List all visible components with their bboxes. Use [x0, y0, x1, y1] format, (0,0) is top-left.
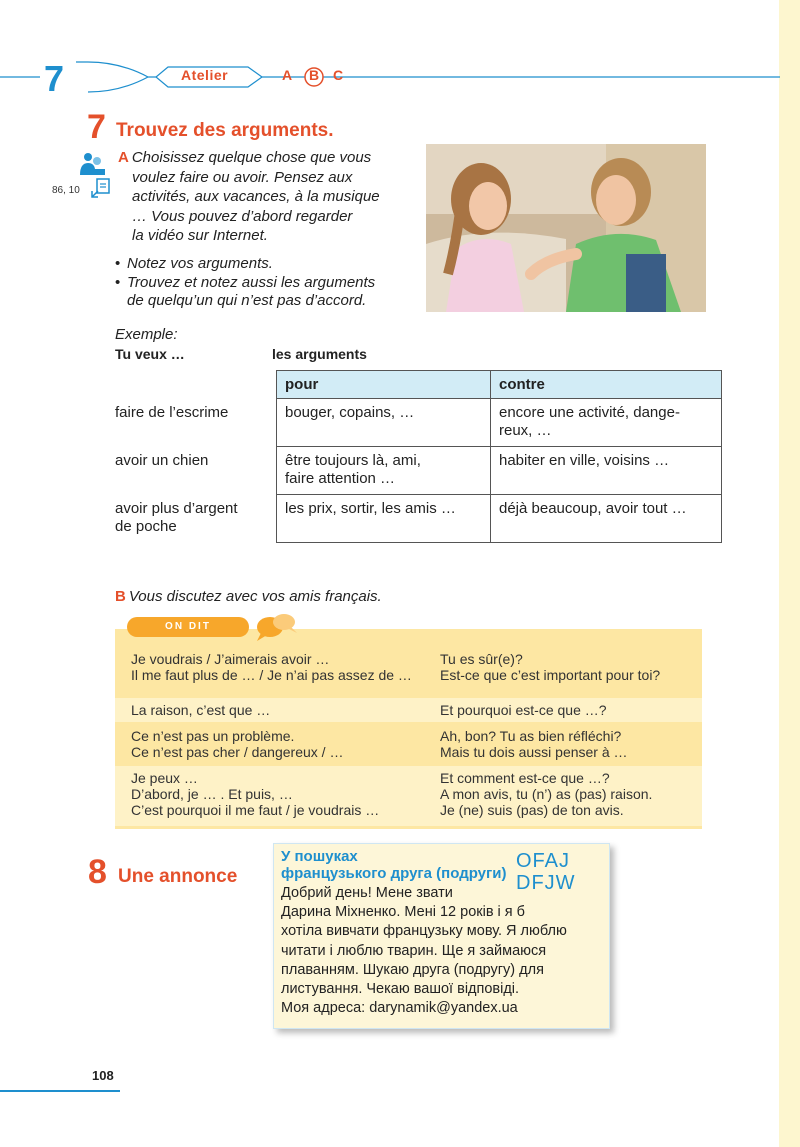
unit-header [0, 50, 780, 110]
photo-mother-daughter [426, 144, 706, 312]
advertisement-card [273, 843, 610, 1029]
bullet-item: • Notez vos arguments. [115, 255, 415, 274]
ofaj-logo [516, 850, 576, 894]
ad-body: Добрий день! Мене звати Дарина Міхненко. Мені 12 років і я б хотіла вивчати французьку мову. Я люблю читати і люблю тварин. Ще я займаюся плаванням. Шукаю друга (подругу) для листування. Чекаю вашої відповіді. Моя адреса: darynamik@yandex.ua [281, 885, 567, 1017]
page-number: 108 [92, 1068, 114, 1083]
phrase-right: Et comment est-ce que …? A mon avis, tu (n’) as (pas) raison. Je (ne) suis (pas) de ton avis. [440, 770, 653, 818]
bullet-item: • Trouvez et notez aussi les arguments [115, 274, 415, 293]
part-a-letter: A [118, 149, 129, 166]
on-dit-row [115, 647, 702, 691]
exercise-8-number: 8 [88, 853, 107, 891]
header-lines [0, 50, 780, 110]
instruction-line: Choisissez quelque chose que vous [131, 149, 372, 166]
part-b-text: Vous discutez avec vos amis français. [128, 588, 382, 605]
pour-cell: bouger, copains, … [277, 399, 491, 447]
table-row [115, 447, 722, 495]
contre-header: contre [491, 371, 722, 399]
arguments-label: les arguments [272, 346, 367, 362]
phrase-left: Je peux … D’abord, je … . Et puis, … C’est pourquoi il me faut / je voudrais … [131, 770, 380, 818]
exercise-7-title: Trouvez des arguments. [116, 120, 334, 141]
phrase-right: Tu es sûr(e)? Est-ce que c’est important pour toi? [440, 651, 661, 683]
on-dit-label: ON DIT [127, 617, 249, 637]
phrase-right: Et pourquoi est-ce que …? [440, 702, 607, 718]
phrase-left: La raison, c’est que … [131, 702, 271, 718]
on-dit-row [115, 698, 702, 722]
table-row [115, 399, 722, 447]
contre-cell: encore une activité, dange- reux, … [491, 399, 722, 447]
instruction-line: activités, aux vacances, à la musique [132, 188, 380, 205]
ad-title: У пошуках французького друга (подруги) [281, 848, 507, 882]
on-dit-row [115, 766, 702, 826]
part-b-instruction [115, 588, 382, 605]
phrase-left: Ce n’est pas un problème. Ce n’est pas cher / dangereux / … [131, 728, 344, 760]
instruction-line: la vidéo sur Internet. [132, 227, 268, 244]
table-cell-empty [115, 371, 277, 399]
part-b-letter: B [115, 588, 126, 605]
logo-line-2: DFJW [516, 872, 576, 894]
step-a: A [282, 67, 293, 83]
pour-cell: être toujours là, ami, faire attention … [277, 447, 491, 495]
page-line [0, 1090, 120, 1092]
phrase-right: Ah, bon? Tu as bien réfléchi? Mais tu dois aussi penser à … [440, 728, 628, 760]
step-b-active: B [309, 67, 320, 83]
table-row [115, 495, 722, 543]
pour-header: pour [277, 371, 491, 399]
want-cell: avoir un chien [115, 451, 209, 469]
exercise-7-number: 7 [87, 108, 106, 146]
phrase-left: Je voudrais / J’aimerais avoir … Il me faut plus de … / Je n’ai pas assez de … [131, 651, 412, 683]
exercise-8-title: Une annonce [118, 866, 238, 887]
want-cell: avoir plus d’argent de poche [115, 499, 238, 535]
tu-veux-label: Tu veux … [115, 346, 185, 362]
on-dit-row [115, 724, 702, 764]
part-a-instruction [118, 148, 403, 246]
step-c: C [333, 67, 344, 83]
reference-number: 86, 10 [52, 185, 80, 196]
pour-cell: les prix, sortir, les amis … [277, 495, 491, 543]
contre-cell: déjà beaucoup, avoir tout … [491, 495, 722, 543]
unit-number: 7 [44, 58, 65, 99]
logo-line-1: OFAJ [516, 850, 571, 872]
task-bullets [115, 255, 415, 311]
contre-cell: habiter en ville, voisins … [491, 447, 722, 495]
arguments-table [115, 370, 722, 543]
section-label: Atelier [181, 67, 229, 83]
speech-bubbles-icon [255, 611, 299, 641]
workbook-icon [90, 177, 112, 199]
bullet-continuation: de quelqu’un qui n’est pas d’accord. [127, 292, 367, 309]
instruction-line: voulez faire ou avoir. Pensez aux [132, 168, 353, 186]
margin-strip [779, 0, 800, 1147]
instruction-line: … Vous pouvez d’abord regarder [132, 207, 353, 225]
table-header-row [115, 371, 722, 399]
want-cell: faire de l’escrime [115, 403, 229, 421]
on-dit-box [115, 629, 702, 829]
pair-work-icon [78, 151, 106, 177]
example-label: Exemple: [115, 326, 178, 343]
